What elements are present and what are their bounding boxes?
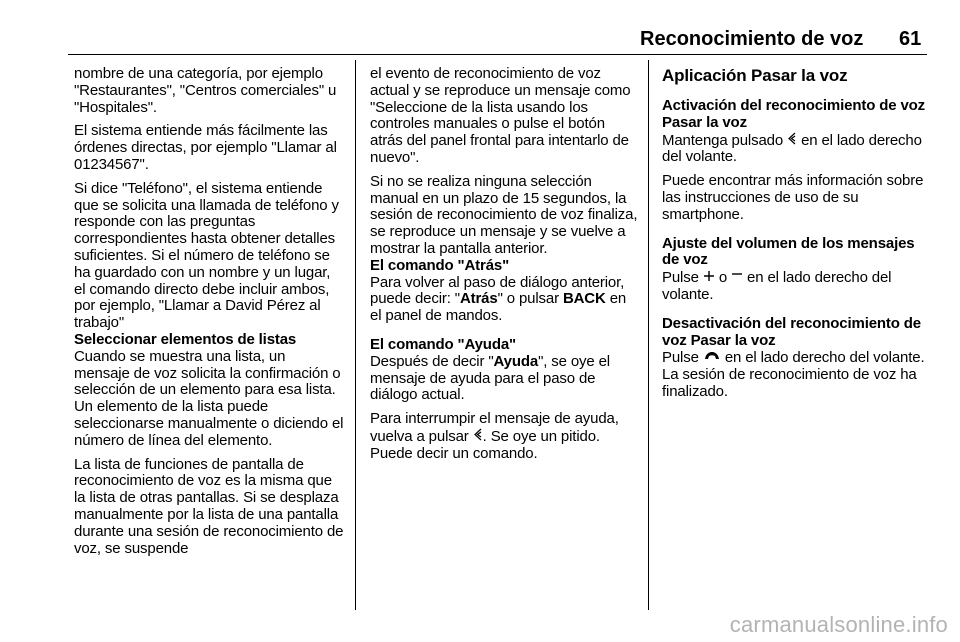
section-heading: Ajuste del volumen de los mensajes de voz (662, 234, 915, 269)
paragraph: el evento de reconocimiento de voz actual y se reproduce un mensaje como "Seleccione de la lista usando los controles manuales o pulse el botón atrás del panel frontal para intentarlo de nuevo". (370, 65, 631, 166)
paragraph (662, 269, 932, 304)
text: " o pulsar (497, 290, 563, 308)
text: ", se oye el mensaje de ayuda para el paso de diálogo actual. (370, 352, 610, 404)
text: en el lado derecho del volante. (662, 131, 922, 166)
paragraph (370, 411, 640, 462)
text: Mantenga pulsado (662, 131, 788, 149)
plus-icon (703, 269, 715, 286)
keyword-back: Atrás (459, 290, 498, 308)
section-heading: Desactivación del reconocimiento de voz Pasar la voz (662, 314, 922, 349)
column-3 (662, 66, 932, 408)
paragraph: La lista de funciones de pantalla de reconocimiento de voz es la misma que la lista de otras pantallas. Si se desplaza manualmente por la lista de una pantalla durante una sesión de reconocimiento de voz, se suspende (74, 455, 344, 557)
watermark: carmanualsonline.info (729, 612, 948, 637)
text: Para interrumpir el mensaje de ayuda, vuelva a pulsar (370, 410, 619, 445)
text: en el lado derecho del volante. La sesión de reconocimiento de voz ha finalizado. (662, 349, 925, 400)
paragraph: Si dice "Teléfono", el sistema entiende que se solicita una llamada de teléfono y responde con las preguntas correspondientes hasta obtener detalles suficientes. Si el número de teléfono se ha guardado con un nombre y un lugar, el comando directo debe incluir ambos, por ejemplo, "Llamar a David Pérez al trabajo" (74, 179, 339, 332)
hang-up-icon (703, 349, 721, 366)
section-heading: Seleccionar elementos de listas (74, 330, 297, 348)
minus-icon (731, 269, 743, 286)
paragraph: El sistema entiende más fácilmente las órdenes directas, por ejemplo "Llamar al 01234567". (74, 122, 337, 173)
paragraph (662, 132, 932, 167)
column-2 (370, 66, 640, 470)
section-heading: Activación del reconocimiento de voz Pasar la voz (662, 97, 925, 131)
section-heading: El comando "Ayuda" (370, 335, 516, 353)
voice-icon (787, 132, 797, 149)
text: en el panel de mandos. (370, 290, 627, 325)
page-header-title: Reconocimiento de voz (640, 28, 864, 50)
paragraph: nombre de una categoría, por ejemplo "Restaurantes", "Centros comerciales" u "Hospitales". (74, 65, 337, 116)
column-divider-2 (648, 60, 649, 610)
column-1 (74, 66, 344, 564)
voice-icon (473, 428, 483, 445)
text: Pulse (662, 349, 703, 367)
page-number: 61 (899, 28, 922, 50)
text: Pulse (662, 269, 703, 287)
paragraph: Si no se realiza ninguna selección manual en un plazo de 15 segundos, la sesión de reconocimiento de voz finaliza, se reproduce un mensaje y se vuelve a mostrar la pantalla anterior. (370, 172, 638, 257)
paragraph: Puede encontrar más información sobre las instrucciones de uso de su smartphone. (662, 172, 924, 223)
text: en el lado derecho del volante. (662, 269, 892, 303)
keyword-help: Ayuda (493, 352, 539, 370)
section-heading: El comando "Atrás" (370, 256, 510, 274)
text: o (714, 269, 732, 287)
column-divider-1 (355, 60, 356, 610)
text: Para volver al paso de diálogo anterior, puede decir: " (370, 273, 625, 308)
paragraph (370, 275, 640, 325)
paragraph (370, 354, 640, 404)
paragraph (662, 349, 932, 400)
back-button-label: BACK (562, 290, 606, 308)
paragraph: Cuando se muestra una lista, un mensaje de voz solicita la confirmación o selección de un elemento para esa lista. Un elemento de la lista puede seleccionarse manualmente o diciendo el número de línea del elemento. (74, 347, 344, 449)
section-title: Aplicación Pasar la voz (662, 66, 848, 85)
header-rule (68, 54, 927, 55)
text: Después de decir " (370, 352, 494, 370)
text: . Se oye un pitido. Puede decir un comando. (370, 427, 600, 462)
